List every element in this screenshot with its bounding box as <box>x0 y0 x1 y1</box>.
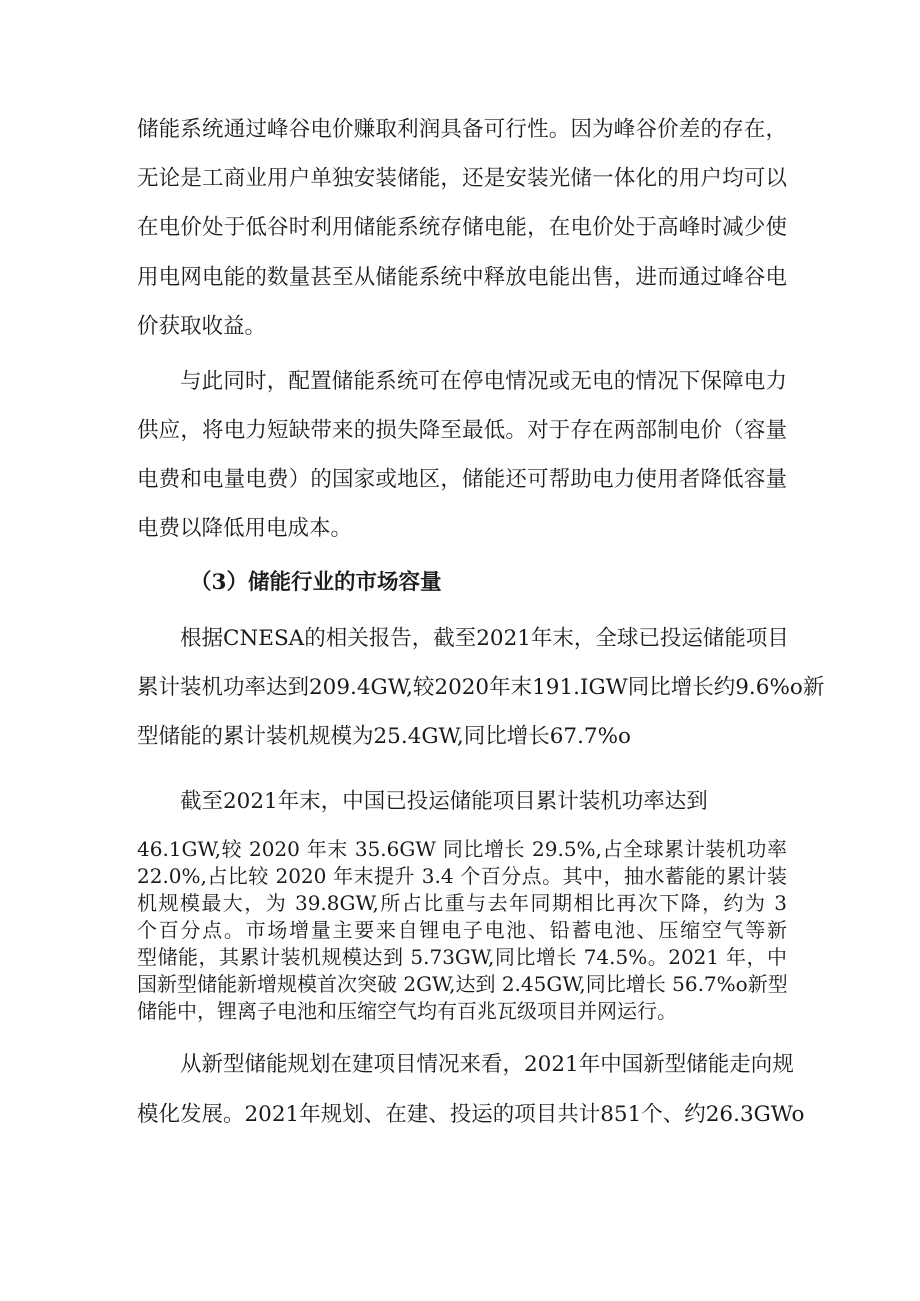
p5-line-1: 从新型储能规划在建项目情况来看，2021年中国新型储能走向规 <box>180 1052 794 1077</box>
p4-line-2: 46.1GW,较 2020 年末 35.6GW 同比增长 29.5%,占全球累计装机功率 <box>137 837 787 861</box>
p4-line-8: 储能中，锂离子电池和压缩空气均有百兆瓦级项目并网运行。 <box>137 999 677 1023</box>
p4-line-5: 个百分点。市场增量主要来自锂电子电池、铅蓄电池、压缩空气等新 <box>137 918 787 942</box>
p4-line-1: 截至2021年末，中国已投运储能项目累计装机功率达到 <box>180 789 708 814</box>
p3-line-1: 根据CNESA的相关报告，截至2021年末，全球已投运储能项目 <box>180 626 789 651</box>
p4-line-4: 机规模最大，为 39.8GW,所占比重与去年同期相比再次下降，约为 3 <box>137 891 787 915</box>
section-heading: （3）储能行业的市场容量 <box>190 570 442 595</box>
p2-line-4: 电费以降低用电成本。 <box>137 516 353 541</box>
p1-line-3: 在电价处于低谷时利用储能系统存储电能，在电价处于高峰时减少使 <box>137 215 787 240</box>
p3-line-2: 累计装机功率达到209.4GW,较2020年末191.IGW同比增长约9.6%o新 <box>137 675 825 700</box>
p2-line-3: 电费和电量电费）的国家或地区，储能还可帮助电力使用者降低容量 <box>137 467 787 492</box>
p1-line-1: 储能系统通过峰谷电价赚取利润具备可行性。因为峰谷价差的存在， <box>137 117 787 142</box>
p1-line-4: 用电网电能的数量甚至从储能系统中释放电能出售，进而通过峰谷电 <box>137 265 787 290</box>
p4-line-7: 国新型储能新增规模首次突破 2GW,达到 2.45GW,同比增长 56.7%o新型 <box>137 972 788 996</box>
p3-line-3: 型储能的累计装机规模为25.4GW,同比增长67.7%o <box>137 724 631 749</box>
p2-line-1: 与此同时，配置储能系统可在停电情况或无电的情况下保障电力 <box>180 369 787 394</box>
p4-line-6: 型储能，其累计装机规模达到 5.73GW,同比增长 74.5%。2021 年，中 <box>137 945 787 969</box>
p2-line-2: 供应，将电力短缺带来的损失降至最低。对于存在两部制电价（容量 <box>137 418 787 443</box>
p1-line-2: 无论是工商业用户单独安装储能，还是安装光储一体化的用户均可以 <box>137 166 787 191</box>
p1-line-5: 价获取收益。 <box>137 314 267 339</box>
p5-line-2: 模化发展。2021年规划、在建、投运的项目共计851个、约26.3GWo <box>137 1102 805 1127</box>
p4-line-3: 22.0%,占比较 2020 年末提升 3.4 个百分点。其中，抽水蓄能的累计装 <box>137 864 787 888</box>
